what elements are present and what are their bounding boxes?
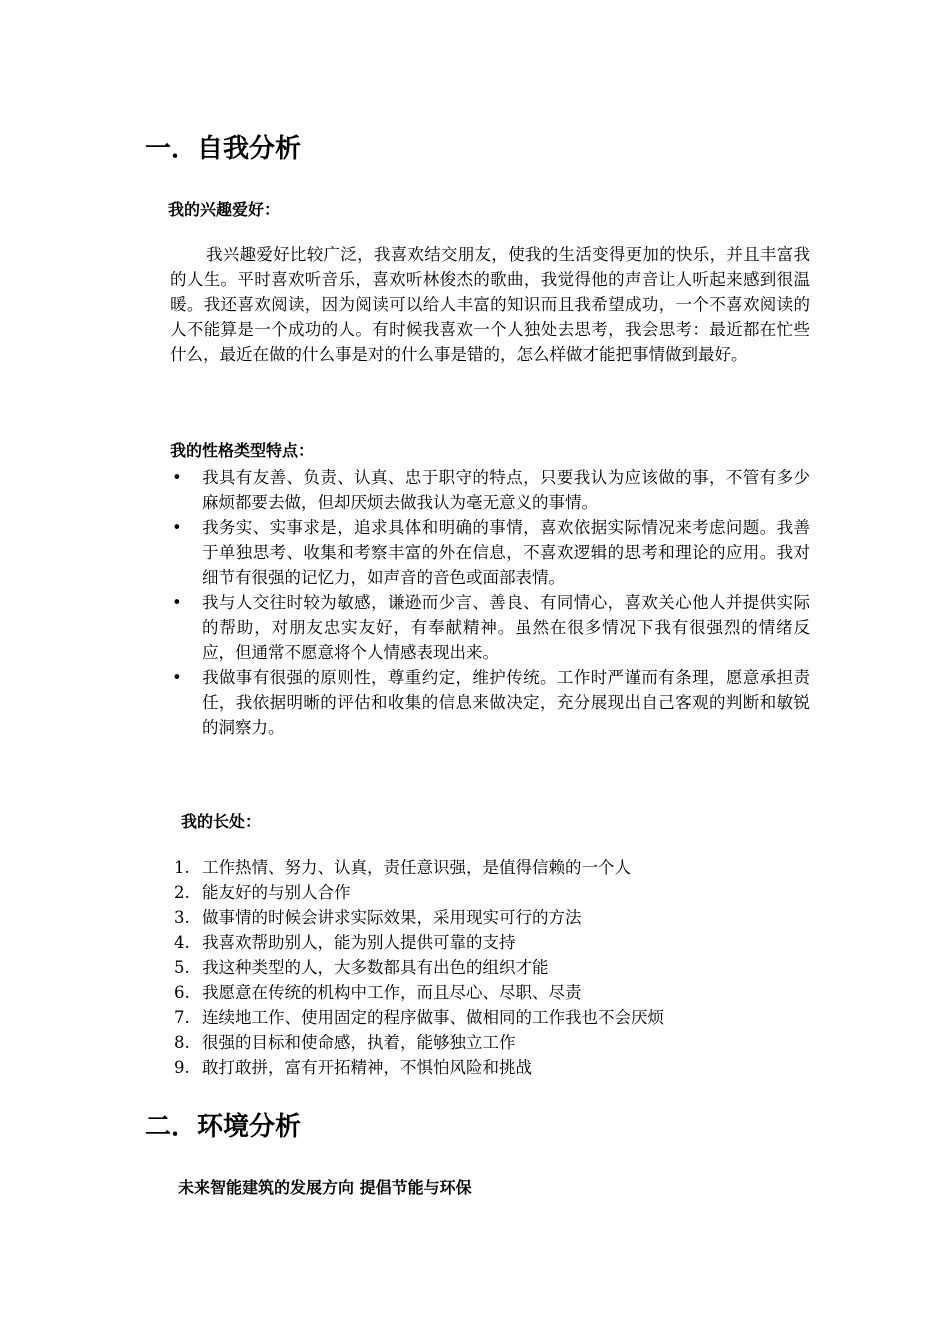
list-item-text: 我具有友善、负责、认真、忠于职守的特点，只要我认为应该做的事，不管有多少麻烦都要去做，但却厌烦去做我认为毫无意义的事情。 xyxy=(202,468,810,512)
list-item: 7. 连续地工作、使用固定的程序做事、做相同的工作我也不会厌烦 xyxy=(174,1008,664,1027)
list-item: 1. 工作热情、努力、认真，责任意识强，是值得信赖的一个人 xyxy=(174,858,631,877)
personality-list xyxy=(170,465,810,740)
hobbies-heading: 我的兴趣爱好： xyxy=(168,200,281,219)
list-item: 6. 我愿意在传统的机构中工作，而且尽心、尽职、尽责 xyxy=(174,983,582,1002)
list-item: 9. 敢打敢拼，富有开拓精神，不惧怕风险和挑战 xyxy=(174,1058,532,1077)
list-item: 4. 我喜欢帮助别人，能为别人提供可靠的支持 xyxy=(174,933,516,952)
list-item xyxy=(170,590,810,665)
list-item: 3. 做事情的时候会讲求实际效果，采用现实可行的方法 xyxy=(174,908,582,927)
bullet-icon: • xyxy=(172,668,182,687)
list-item: 5. 我这种类型的人，大多数都具有出色的组织才能 xyxy=(174,958,549,977)
personality-heading: 我的性格类型特点： xyxy=(170,441,315,460)
list-item xyxy=(170,515,810,590)
list-item xyxy=(170,665,810,740)
list-item xyxy=(170,465,810,515)
hobbies-paragraph: 我兴趣爱好比较广泛，我喜欢结交朋友，使我的生活变得更加的快乐，并且丰富我的人生。平时喜欢听音乐，喜欢听林俊杰的歌曲，我觉得他的声音让人听起来感到很温暖。我还喜欢阅读，因为阅读可以给人丰富的知识而且我希望成功，一个不喜欢阅读的人不能算是一个成功的人。有时候我喜欢一个人独处去思考，我会思考：最近都在忙些什么，最近在做的什么事是对的什么事是错的，怎么样做才能把事情做到最好。 xyxy=(170,245,810,364)
list-item-text: 我与人交往时较为敏感，谦逊而少言、善良、有同情心，喜欢关心他人并提供实际的帮助，对朋友忠实友好，有奉献精神。虽然在很多情况下我有很强烈的情绪反应，但通常不愿意将个人情感表现出来。 xyxy=(202,593,810,662)
bullet-icon: • xyxy=(172,593,182,612)
list-item: 8. 很强的目标和使命感，执着，能够独立工作 xyxy=(174,1033,516,1052)
list-item-text: 我做事有很强的原则性，尊重约定，维护传统。工作时严谨而有条理，愿意承担责任，我依据明晰的评估和收集的信息来做决定，充分展现出自己客观的判断和敏锐的洞察力。 xyxy=(202,668,810,737)
list-item: 2. 能友好的与别人合作 xyxy=(174,883,351,902)
bullet-icon: • xyxy=(172,518,182,537)
strengths-list xyxy=(170,855,810,1080)
section-1-title: 一．自我分析 xyxy=(145,134,302,164)
strengths-heading: 我的长处： xyxy=(181,812,262,831)
bullet-icon: • xyxy=(172,468,182,487)
list-item-text: 我务实、实事求是，追求具体和明确的事情，喜欢依据实际情况来考虑问题。我善于单独思考、收集和考察丰富的外在信息，不喜欢逻辑的思考和理论的应用。我对细节有很强的记忆力，如声音的音色或面部表情。 xyxy=(202,518,810,587)
section-2-title: 二．环境分析 xyxy=(145,1112,302,1142)
environment-subheading: 未来智能建筑的发展方向 提倡节能与环保 xyxy=(178,1178,472,1197)
